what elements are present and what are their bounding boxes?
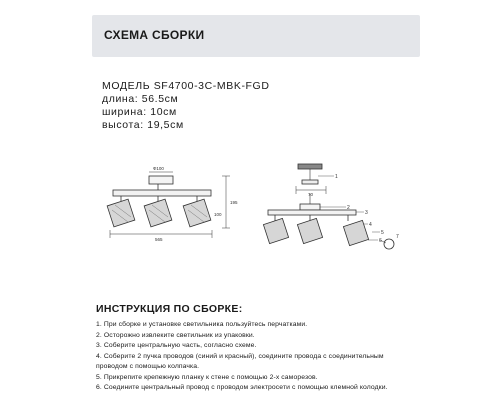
dim-label-bracket: 70 [308, 192, 314, 197]
shade-left [107, 199, 135, 227]
callout-4: 4 [369, 222, 372, 228]
spec-length: длина: 56.5см [102, 93, 179, 105]
mount-view [263, 164, 394, 249]
instruction-step: 2. Осторожно извлеките светильник из упаковки. [96, 331, 255, 339]
dim-label-canopy: Ф100 [153, 166, 164, 171]
front-view [107, 172, 230, 238]
callout-6: 6 [379, 238, 382, 244]
callout-1: 1 [335, 174, 338, 180]
dim-label-height: 195 [230, 200, 238, 205]
instruction-step: 6. Соедините центральный провод с проводом электросети с помощью клемной колодки. [96, 384, 388, 391]
shade-right [183, 199, 211, 227]
spec-height: высота: 19,5см [102, 119, 184, 131]
instruction-step: 1. При сборке и установке светильника пользуйтесь перчатками. [96, 321, 308, 328]
callout-2: 2 [347, 205, 350, 211]
dim-label-side: 100 [214, 212, 222, 217]
page-title: СХЕМА СБОРКИ [104, 28, 205, 42]
callout-3: 3 [365, 210, 368, 216]
mount-bar [268, 210, 356, 215]
spec-model: МОДЕЛЬ SF4700-3C-MBK-FGD [102, 80, 270, 92]
ceiling-hatch [298, 164, 322, 169]
dim-label-length: 565 [155, 237, 163, 242]
bulb-detail [384, 239, 394, 249]
callout-5: 5 [381, 230, 384, 236]
instruction-step: 3. Соберите центральную часть, согласно схеме. [96, 342, 257, 349]
shade-middle [144, 199, 172, 227]
mount-bracket [302, 180, 318, 184]
mounting-bar [113, 190, 211, 196]
callout-7: 7 [396, 234, 399, 240]
instruction-step: 5. Прикрепите крепежную планку к стене с помощью 2-х саморезов. [96, 373, 318, 381]
spec-width: ширина: 10см [102, 106, 177, 118]
instruction-step: проводом с помощью колпачка. [96, 363, 200, 370]
instructions-title: ИНСТРУКЦИЯ ПО СБОРКЕ: [96, 303, 243, 315]
instructions-list [96, 320, 496, 394]
instruction-step: 4. Соберите 2 пучка проводов (синий и красный), соедините провода с соединительным [96, 352, 384, 360]
canopy-shape [149, 176, 173, 184]
